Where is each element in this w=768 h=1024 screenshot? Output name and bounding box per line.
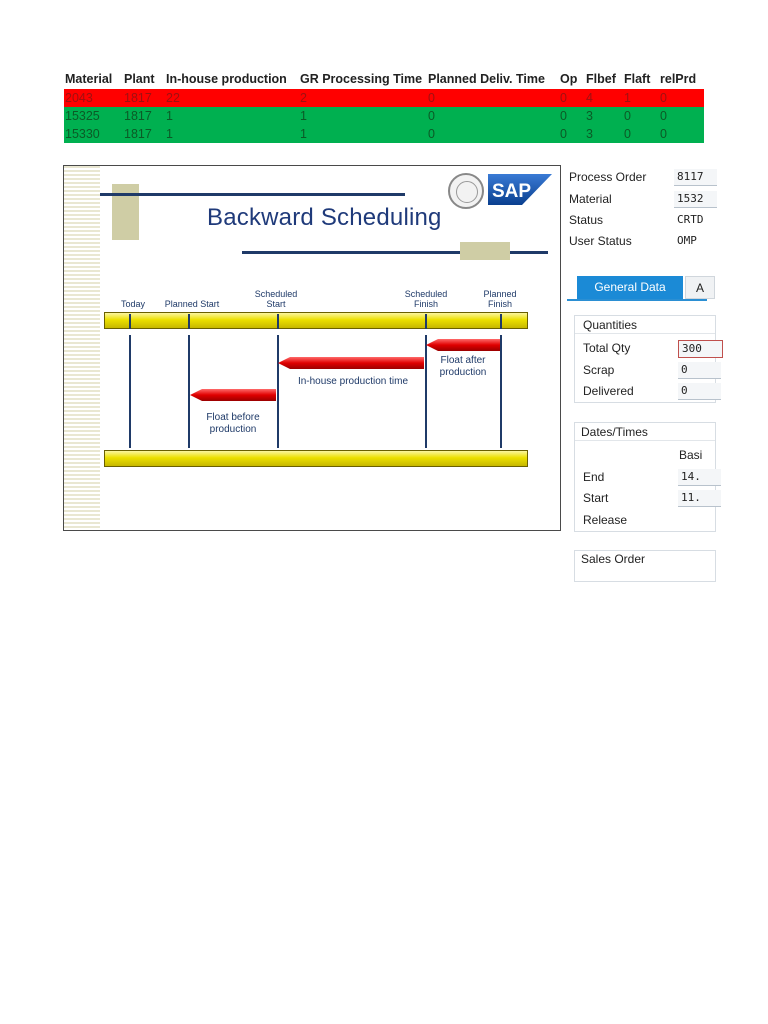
cell: 1817 xyxy=(124,91,152,105)
status-value: CRTD xyxy=(677,213,704,226)
delivered-field: 0 xyxy=(678,383,721,400)
cell: 1 xyxy=(624,91,631,105)
backward-scheduling-slide xyxy=(63,165,561,531)
cell: 3 xyxy=(586,127,593,141)
note-float-before: Float before production xyxy=(206,412,260,435)
total-qty-field[interactable]: 300 xyxy=(678,340,723,358)
decorative-box xyxy=(460,242,510,260)
cell: 0 xyxy=(660,127,667,141)
col-flbef: Flbef xyxy=(586,72,616,86)
header-process-order xyxy=(563,167,703,188)
label-scheduled-finish: Scheduled Finish xyxy=(404,289,448,309)
col-relprd: relPrd xyxy=(660,72,697,86)
cell: 15325 xyxy=(65,109,100,123)
dates-times-title: Dates/Times xyxy=(581,425,648,439)
arrow-float-before xyxy=(190,389,276,401)
cell: 2043 xyxy=(65,91,93,105)
col-inhouse-production: In-house production xyxy=(166,72,287,86)
cell: 0 xyxy=(660,91,667,105)
tick-scheduled-finish xyxy=(425,314,427,329)
cell: 0 xyxy=(560,91,567,105)
label-release: Release xyxy=(583,513,628,527)
cell: 1817 xyxy=(124,127,152,141)
col-flaft: Flaft xyxy=(624,72,651,86)
cell: 2 xyxy=(300,91,307,105)
user-status-value: OMP xyxy=(677,234,697,247)
cell: 4 xyxy=(586,91,593,105)
label-start: Start xyxy=(583,491,609,505)
material-field[interactable]: 1532 xyxy=(674,191,717,208)
cell: 0 xyxy=(428,109,435,123)
arrow-float-after xyxy=(426,339,500,351)
material-table xyxy=(64,70,704,143)
cell: 22 xyxy=(166,91,180,105)
col-gr-processing-time: GR Processing Time xyxy=(300,72,423,86)
cell: 3 xyxy=(586,109,593,123)
label-user-status: User Status xyxy=(569,234,632,248)
sap-logo xyxy=(488,174,552,205)
table-row xyxy=(64,89,704,107)
tab-underline xyxy=(567,299,707,301)
tab-general-data[interactable]: General Data xyxy=(577,276,683,299)
cell: 1 xyxy=(300,109,307,123)
label-total-qty: Total Qty xyxy=(583,341,631,355)
cell: 1817 xyxy=(124,109,152,123)
divider-line xyxy=(100,193,405,196)
cell: 0 xyxy=(428,127,435,141)
start-date-field[interactable]: 11. xyxy=(678,490,721,507)
note-float-after: Float after production xyxy=(439,355,487,378)
separator xyxy=(575,333,715,334)
timeline-bar-top xyxy=(104,312,528,329)
label-today: Today xyxy=(120,299,146,309)
end-date-field[interactable]: 14. xyxy=(678,469,721,486)
dates-col-basic: Basi xyxy=(679,448,703,462)
cell: 0 xyxy=(660,109,667,123)
cell: 1 xyxy=(300,127,307,141)
timeline-bar-bottom xyxy=(104,450,528,467)
header-user-status xyxy=(563,231,703,252)
col-op: Op xyxy=(560,72,578,86)
cell: 0 xyxy=(428,91,435,105)
tick-scheduled-start xyxy=(277,314,279,329)
vline-planned-finish xyxy=(500,335,502,448)
tab-next[interactable]: A xyxy=(685,276,715,299)
label-material: Material xyxy=(569,192,612,206)
decorative-stripes xyxy=(64,166,100,530)
tick-today xyxy=(129,314,131,329)
svg-text:SAP: SAP xyxy=(492,181,532,202)
sales-order-title: Sales Order xyxy=(581,552,646,566)
header-material xyxy=(563,189,703,210)
label-delivered: Delivered xyxy=(583,384,634,398)
cell: 0 xyxy=(560,109,567,123)
cell: 1 xyxy=(166,109,173,123)
col-material: Material xyxy=(65,72,113,86)
cell: 0 xyxy=(624,109,631,123)
label-planned-finish: Planned Finish xyxy=(483,289,517,309)
table-header xyxy=(64,70,704,89)
sap-process-order-panel xyxy=(563,165,705,566)
label-planned-start: Planned Start xyxy=(164,299,220,309)
table-row xyxy=(64,125,704,143)
tick-planned-start xyxy=(188,314,190,329)
arrow-inhouse-production xyxy=(278,357,424,369)
table-row xyxy=(64,107,704,125)
header-status xyxy=(563,210,703,231)
slide-title: Backward Scheduling xyxy=(207,204,442,231)
vline-scheduled-finish xyxy=(425,335,427,448)
vline-scheduled-start xyxy=(277,335,279,448)
seal-logo-icon xyxy=(448,173,484,209)
label-process-order: Process Order xyxy=(569,170,647,184)
label-end: End xyxy=(583,470,605,484)
col-plant: Plant xyxy=(124,72,155,86)
process-order-field[interactable]: 8117 xyxy=(674,169,717,186)
cell: 0 xyxy=(624,127,631,141)
vline-today xyxy=(129,335,131,448)
label-scrap: Scrap xyxy=(583,363,615,377)
cell: 1 xyxy=(166,127,173,141)
label-scheduled-start: Scheduled Start xyxy=(254,289,298,309)
separator xyxy=(575,440,715,441)
cell: 0 xyxy=(560,127,567,141)
cell: 15330 xyxy=(65,127,100,141)
scrap-field[interactable]: 0 xyxy=(678,362,721,379)
tick-planned-finish xyxy=(500,314,502,329)
note-inhouse-production: In-house production time xyxy=(297,376,409,387)
col-planned-deliv-time: Planned Deliv. Time xyxy=(428,72,545,86)
quantities-title: Quantities xyxy=(583,318,638,332)
label-status: Status xyxy=(569,213,604,227)
